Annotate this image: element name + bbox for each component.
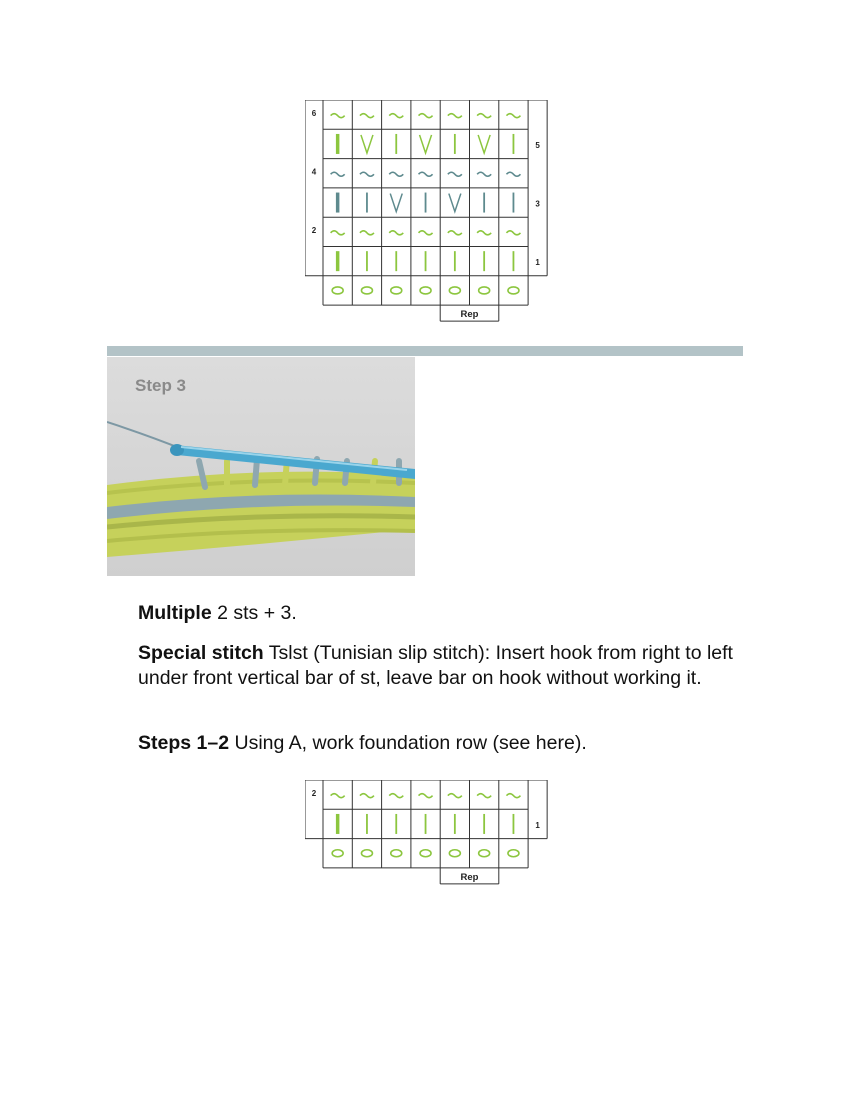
chart-top-stitch-tilde <box>477 172 491 176</box>
crochet-photo-illustration <box>107 357 415 576</box>
chart-top-row-label-left: 4 <box>311 167 317 177</box>
chart-top-stitch-oval <box>449 287 460 294</box>
chart-top-stitch-tilde <box>506 231 520 235</box>
chart-top-stitch-tilde <box>419 231 433 235</box>
chart-top-stitch-tilde <box>389 231 403 235</box>
chart-top-rep-label: Rep <box>460 309 479 321</box>
chart-bottom-stitch-tilde <box>389 794 403 798</box>
chart-top-stitch-oval <box>332 287 343 294</box>
chart-bottom-row-label-left: 2 <box>311 789 317 798</box>
chart-top-stitch-tilde <box>448 231 462 235</box>
chart-bottom-row-label-right: 1 <box>535 820 540 830</box>
chart-bottom-stitch-oval <box>508 850 519 857</box>
chart-bottom-stitch-oval <box>391 850 402 857</box>
chart-top-row-label-right: 3 <box>535 199 540 209</box>
chart-bottom-svg <box>305 780 549 886</box>
chart-top-row-label-right: 5 <box>535 140 540 150</box>
chart-top-stitch-oval <box>361 287 372 294</box>
multiple-body: 2 sts + 3. <box>211 602 297 624</box>
chart-top-stitch-tilde <box>448 172 462 176</box>
chart-top-stitch-tilde <box>331 114 345 118</box>
multiple-paragraph <box>138 601 748 626</box>
chart-top-stitch-vee <box>361 135 373 153</box>
chart-top-stitch-tilde <box>389 114 403 118</box>
special-stitch-body: Tslst (Tunisian slip stitch): Insert hook from right to left under front vertical bar of st, leave bar on hook without working it. <box>138 642 733 689</box>
chart-bottom-stitch-oval <box>361 850 372 857</box>
chart-top-stitch-vee <box>390 194 402 212</box>
chart-top-stitch-tilde <box>419 172 433 176</box>
multiple-label: Multiple <box>138 602 212 624</box>
chart-bottom-stitch-oval <box>332 850 343 857</box>
chart-top-stitch-tilde <box>419 114 433 118</box>
chart-top-stitch-vee <box>478 135 490 153</box>
chart-bottom-stitch-tilde <box>477 794 491 798</box>
chart-top-row-label-left: 6 <box>311 109 317 118</box>
special-stitch-label: Special stitch <box>138 642 264 664</box>
chart-top-stitch-tilde <box>477 114 491 118</box>
section-divider <box>107 346 743 356</box>
chart-bottom-stitch-tilde <box>506 794 520 798</box>
stitch-chart-top <box>305 100 549 328</box>
chart-top-stitch-tilde <box>448 114 462 118</box>
chart-top-stitch-tilde <box>360 231 374 235</box>
chart-top-stitch-tilde <box>506 114 520 118</box>
chart-bottom-stitch-tilde <box>448 794 462 798</box>
chart-top-stitch-tilde <box>477 231 491 235</box>
chart-bottom-stitch-oval <box>479 850 490 857</box>
step-3-photo <box>107 357 415 576</box>
chart-top-stitch-vee <box>420 135 432 153</box>
steps-paragraph <box>138 731 748 756</box>
stitch-chart-bottom <box>305 780 549 891</box>
chart-bottom-stitch-tilde <box>331 794 345 798</box>
chart-top-svg <box>305 100 549 323</box>
chart-top-stitch-oval <box>508 287 519 294</box>
chart-top-stitch-oval <box>391 287 402 294</box>
chart-bottom-stitch-tilde <box>419 794 433 798</box>
chart-top-stitch-tilde <box>331 172 345 176</box>
photo-caption: Step 3 <box>135 376 187 395</box>
chart-top-stitch-oval <box>479 287 490 294</box>
chart-top-row-label-right: 1 <box>535 258 540 268</box>
chart-top-stitch-vee <box>449 194 461 212</box>
chart-top-row-label-left: 2 <box>311 226 317 236</box>
chart-top-stitch-tilde <box>389 172 403 176</box>
chart-top-stitch-tilde <box>331 231 345 235</box>
steps-label: Steps 1–2 <box>138 732 230 754</box>
chart-bottom-stitch-tilde <box>360 794 374 798</box>
chart-top-stitch-tilde <box>360 114 374 118</box>
chart-top-stitch-tilde <box>360 172 374 176</box>
chart-bottom-stitch-oval <box>449 850 460 857</box>
steps-body: Using A, work foundation row (see here). <box>229 732 587 754</box>
chart-top-stitch-tilde <box>506 172 520 176</box>
chart-bottom-rep-label: Rep <box>460 871 479 883</box>
chart-top-stitch-oval <box>420 287 431 294</box>
special-stitch-paragraph <box>138 641 748 691</box>
chart-bottom-stitch-oval <box>420 850 431 857</box>
